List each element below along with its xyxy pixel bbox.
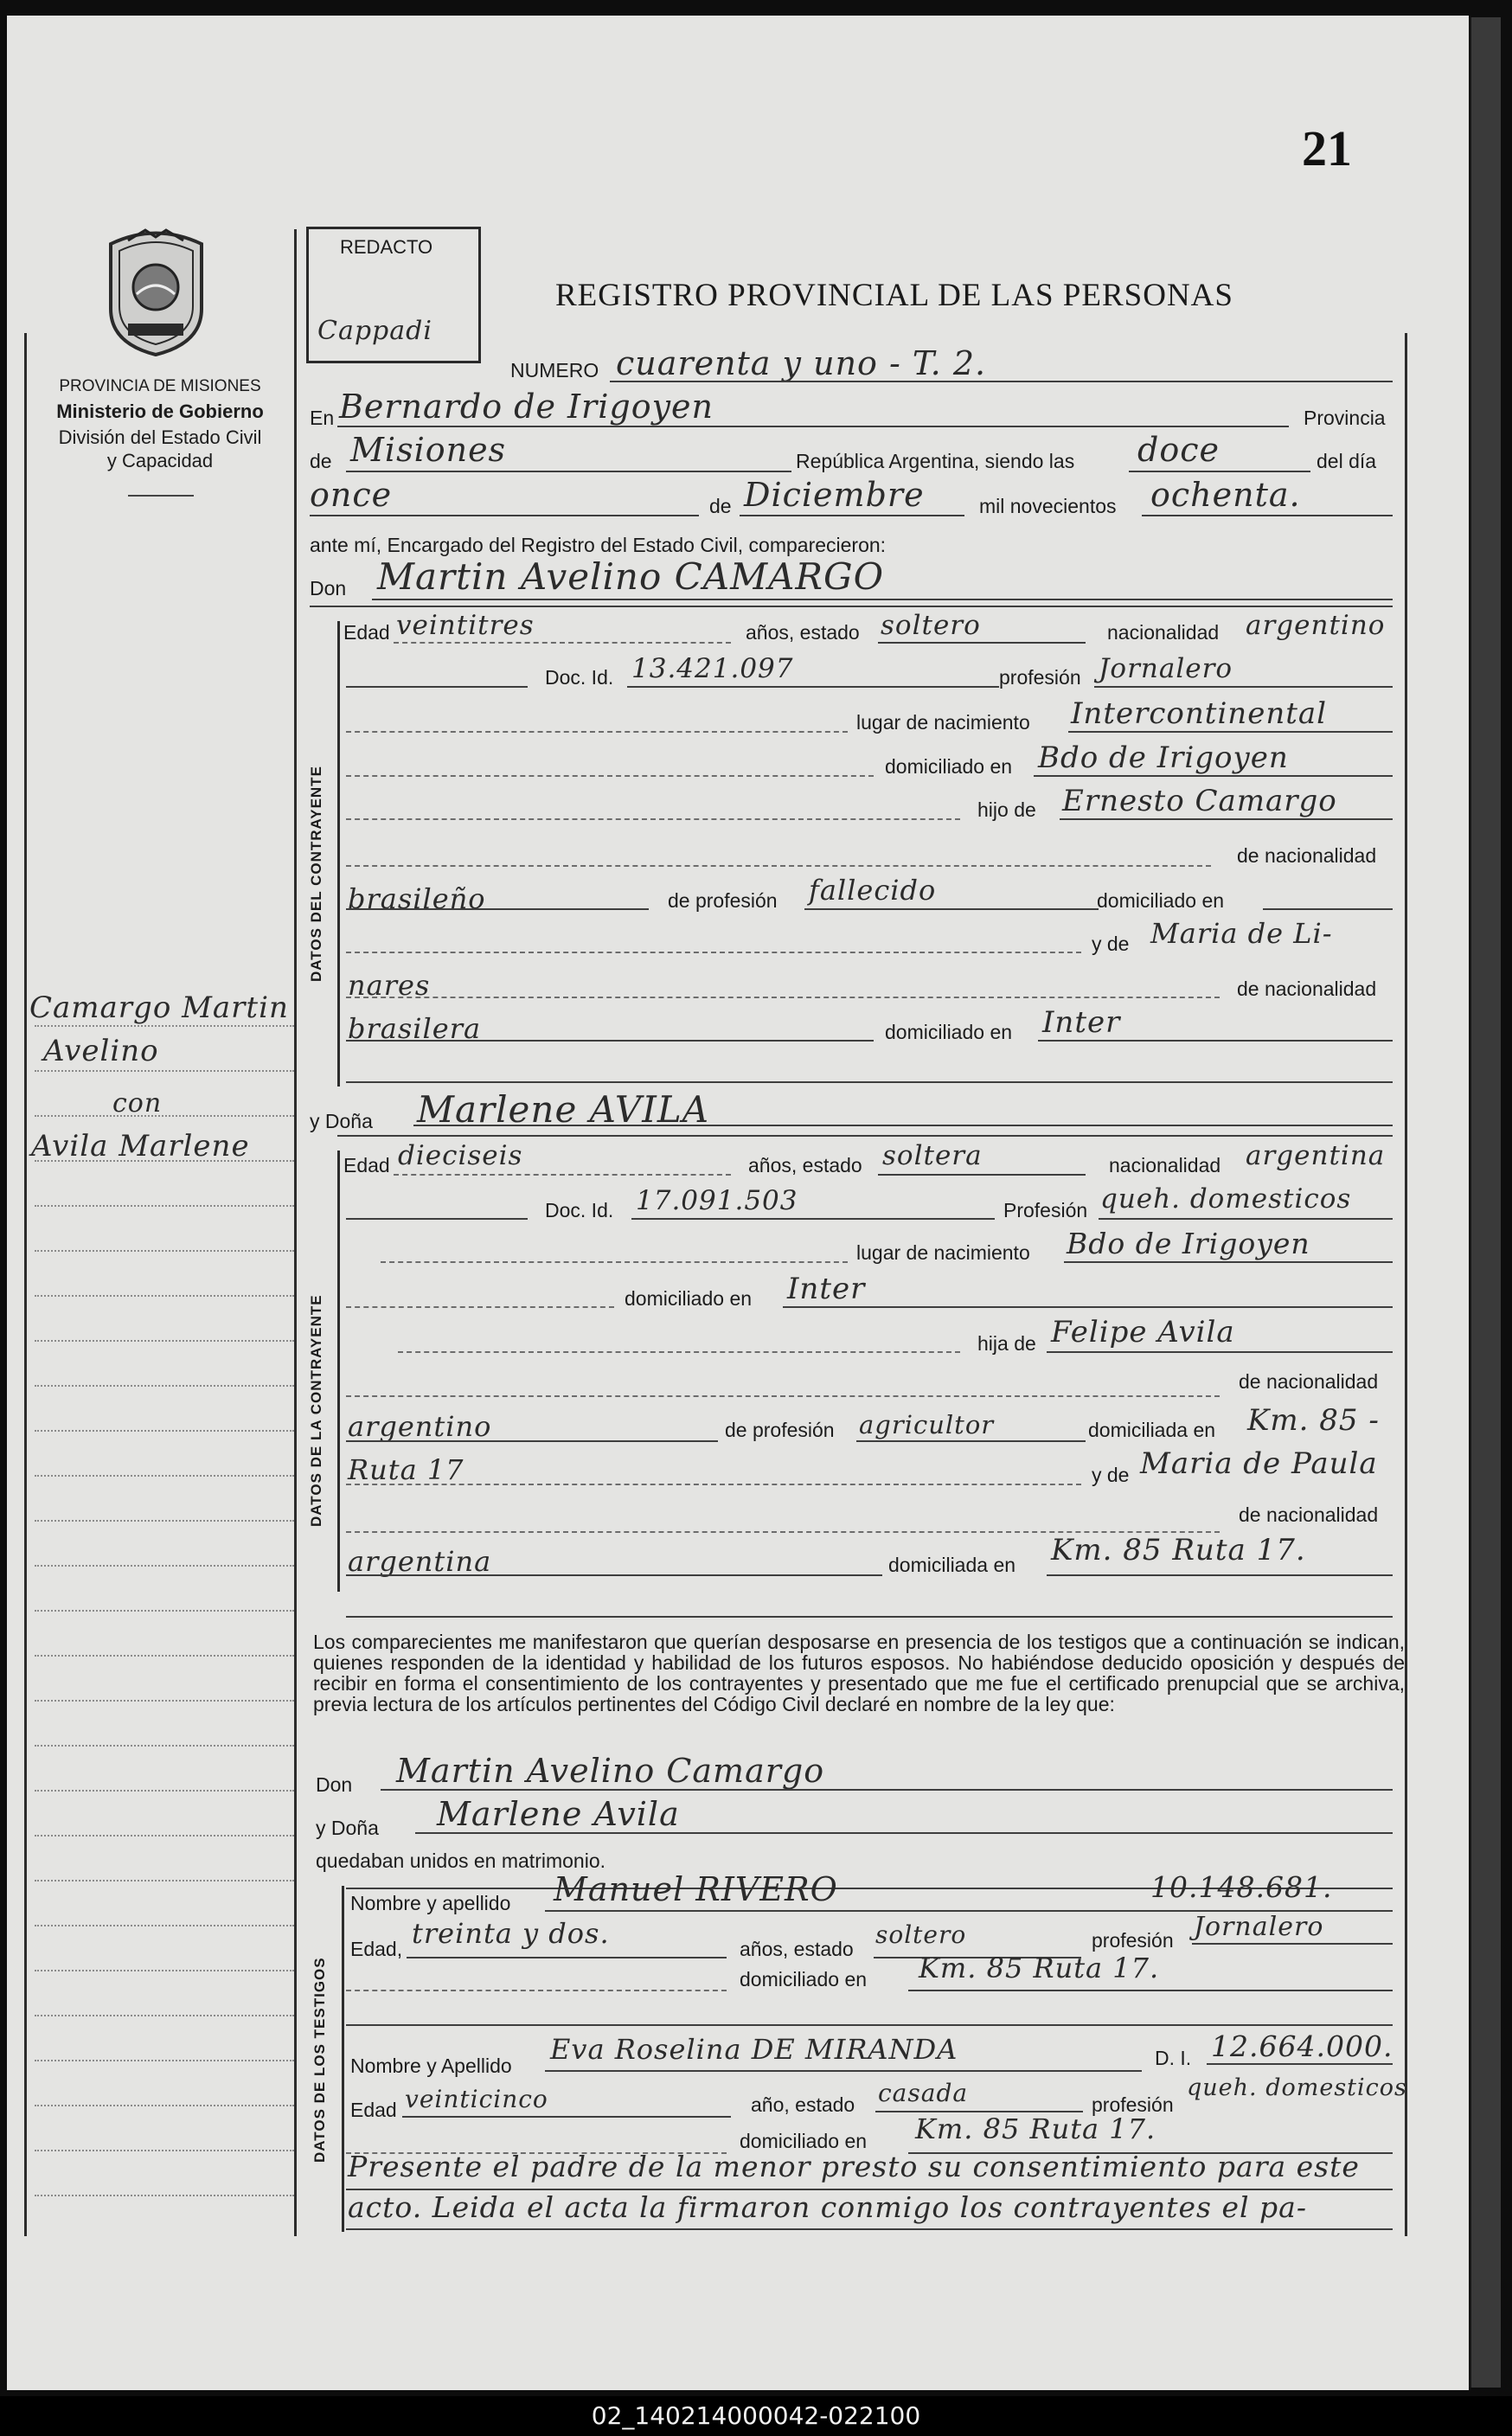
groom-anos-label: años, estado [746, 621, 860, 644]
groom-hijo-label: hijo de [977, 798, 1036, 821]
page-title: REGISTRO PROVINCIAL DE LAS PERSONAS [555, 278, 1233, 313]
sidebar-province: PROVINCIA DE MISIONES [59, 377, 261, 395]
margin-rule-line [35, 1250, 294, 1252]
mes-value: Diciembre [744, 476, 925, 514]
w2-nombre-label: Nombre y Apellido [350, 2055, 512, 2077]
provincia-label: Provincia [1304, 407, 1386, 429]
de-mes-label: de [709, 495, 732, 517]
margin-rule-line [35, 1385, 294, 1387]
w2-name: Eva Roselina DE MIRANDA [550, 2033, 958, 2066]
redacto-signature: Cappadi [317, 316, 432, 346]
bride-madre-nac: argentina [348, 1545, 492, 1578]
bride-section-bracket [337, 1151, 340, 1592]
bride-de-nac-label2: de nacionalidad [1239, 1503, 1379, 1526]
statement-closing: quedaban unidos en matrimonio. [316, 1849, 606, 1872]
redacto-box [306, 227, 481, 363]
groom-edad-label: Edad [343, 621, 390, 644]
margin-note-line1: Camargo Martin [29, 990, 289, 1025]
groom-don-label: Don [310, 577, 347, 599]
image-reference-code: 02_140214000042-022100 [0, 2396, 1512, 2436]
w2-ano-label: año, estado [751, 2093, 855, 2116]
groom-estado: soltero [881, 610, 981, 641]
w1-dom-label: domiciliado en [740, 1968, 868, 1990]
sidebar-capacity: y Capacidad [106, 450, 214, 471]
bride-edad: dieciseis [398, 1140, 523, 1171]
w1-dom: Km. 85 Ruta 17. [919, 1952, 1160, 1984]
margin-note-line3: con [112, 1088, 163, 1119]
margin-rule-line [35, 1880, 294, 1881]
anio-value: ochenta. [1150, 476, 1301, 514]
dia-value: once [310, 476, 393, 514]
margin-rule-line [35, 1520, 294, 1522]
groom-doc: 13.421.097 [631, 653, 794, 684]
statement-don-label: Don [316, 1773, 353, 1796]
groom-padre-dom-label: domiciliado en [1097, 889, 1225, 912]
margin-rule-line [35, 1655, 294, 1657]
w2-profesion-label: profesión [1092, 2093, 1174, 2116]
margin-rule-line [35, 1745, 294, 1747]
book-spine-edge [1469, 17, 1501, 2388]
bride-domicilio-label: domiciliado en [625, 1287, 753, 1310]
provincial-seal [102, 227, 210, 361]
lugar-value: Bernardo de Irigoyen [339, 388, 714, 426]
w2-dom-label: domiciliado en [740, 2130, 868, 2152]
groom-nacionalidad: argentino [1246, 610, 1386, 641]
numero-label: NUMERO [510, 359, 599, 381]
bride-lugar-nac: Bdo de Irigoyen [1067, 1227, 1310, 1260]
sidebar-divider [128, 495, 194, 497]
form-right-rule [1405, 333, 1407, 2236]
bride-nac-label: nacionalidad [1109, 1154, 1221, 1176]
hora-value: doce [1137, 431, 1220, 469]
bride-section-label: DATOS DE LA CONTRAYENTE [308, 1294, 324, 1527]
statement-bride-name: Marlene Avila [437, 1795, 680, 1833]
margin-rule-line [35, 1565, 294, 1567]
mil-label: mil novecientos [979, 495, 1117, 517]
w1-profesion-label: profesión [1092, 1929, 1174, 1952]
groom-de-nac-label2: de nacionalidad [1237, 978, 1377, 1000]
margin-rule-line [35, 2105, 294, 2106]
groom-y-de-label: y de [1092, 933, 1130, 955]
groom-section-bracket [337, 621, 340, 1087]
w2-di-label: D. I. [1155, 2047, 1192, 2069]
bride-de-nac-label: de nacionalidad [1239, 1370, 1379, 1393]
w1-doc: 10.148.681. [1150, 1870, 1333, 1904]
bride-anos-label: años, estado [748, 1154, 862, 1176]
bride-hija-label: hija de [977, 1332, 1036, 1355]
groom-doc-label: Doc. Id. [545, 666, 614, 689]
groom-de-nac-label: de nacionalidad [1237, 844, 1377, 867]
groom-profesion-label: profesión [999, 666, 1081, 689]
bride-madre-dom-label: domiciliada en [888, 1554, 1016, 1576]
w2-dom: Km. 85 Ruta 17. [915, 2112, 1156, 2145]
groom-padre: Ernesto Camargo [1062, 784, 1337, 818]
margin-note-line2: Avelino [43, 1034, 159, 1068]
groom-name: Martin Avelino CAMARGO [377, 555, 885, 598]
statement-dona-label: y Doña [316, 1817, 379, 1839]
groom-section-label: DATOS DEL CONTRAYENTE [308, 766, 324, 982]
bride-doc: 17.091.503 [636, 1185, 798, 1216]
margin-rule-line [35, 1070, 294, 1072]
w1-name: Manuel RIVERO [554, 1870, 838, 1908]
w2-doc: 12.664.000. [1211, 2029, 1393, 2063]
groom-madre-dom: Inter [1042, 1005, 1121, 1040]
bride-domicilio: Inter [787, 1272, 866, 1306]
numero-value: cuarenta y uno - T. 2. [616, 344, 987, 382]
margin-rule-line [35, 1025, 294, 1027]
witness-section-label: DATOS DE LOS TESTIGOS [311, 1957, 328, 2163]
groom-edad: veintitres [396, 610, 535, 641]
groom-madre: Maria de Li- [1150, 917, 1333, 950]
margin-rule-line [35, 1295, 294, 1297]
w2-profesion: queh. domesticos [1187, 2074, 1407, 2101]
ante-label: ante mí, Encargado del Registro del Estado Civil, comparecieron: [310, 534, 887, 556]
groom-nac-label: nacionalidad [1107, 621, 1220, 644]
w2-edad-label: Edad [350, 2099, 397, 2121]
bride-dona-label: y Doña [310, 1110, 373, 1132]
margin-rule-line [35, 1205, 294, 1207]
bride-de-prof-label: de profesión [725, 1419, 835, 1441]
groom-lugar-nac-label: lugar de nacimiento [856, 711, 1030, 734]
groom-domicilio: Bdo de Irigoyen [1038, 740, 1289, 775]
margin-rule-line [35, 2150, 294, 2151]
bride-madre-dom: Km. 85 Ruta 17. [1051, 1533, 1306, 1567]
w1-estado: soltero [875, 1920, 967, 1949]
w2-estado: casada [878, 2079, 969, 2107]
bride-estado: soltera [882, 1140, 983, 1171]
bride-padre-dom-cont: Ruta 17 [348, 1453, 464, 1486]
groom-madre-dom-label: domiciliado en [885, 1021, 1013, 1043]
margin-rule-line [35, 1340, 294, 1342]
seal-icon [102, 227, 210, 356]
margin-rule-line [35, 1970, 294, 1971]
margin-rule-line [35, 1610, 294, 1612]
margin-rule-line [35, 1700, 294, 1702]
bride-padre-dom: Km. 85 - [1247, 1403, 1380, 1438]
groom-padre-prof: fallecido [809, 874, 937, 907]
margin-rule-line [35, 1835, 294, 1837]
de-label: de [310, 450, 332, 472]
margin-left-rule [24, 333, 27, 2236]
groom-madre-cont: nares [348, 969, 431, 1002]
groom-domicilio-label: domiciliado en [885, 755, 1013, 778]
en-label: En [310, 407, 335, 429]
republica-label: República Argentina, siendo las [796, 450, 1075, 472]
margin-rule-line [35, 1430, 294, 1432]
bride-padre-dom-label: domiciliada en [1088, 1419, 1216, 1441]
bride-nacionalidad: argentina [1246, 1140, 1386, 1171]
groom-de-prof-label: de profesión [668, 889, 778, 912]
margin-rule-line [35, 1790, 294, 1792]
witness-section-bracket [342, 1886, 344, 2232]
margin-rule-line [35, 1925, 294, 1926]
margin-rule-line [35, 1115, 294, 1117]
bride-padre-prof: agricultor [859, 1410, 995, 1439]
groom-padre-nac: brasileño [348, 882, 486, 915]
note-line2: acto. Leida el acta la firmaron conmigo los contrayentes el pa- [348, 2190, 1307, 2224]
w1-nombre-label: Nombre y apellido [350, 1892, 511, 1914]
w2-edad: veinticinco [405, 2085, 548, 2113]
w1-edad-label: Edad, [350, 1938, 403, 1960]
margin-note-line4: Avila Marlene [31, 1129, 250, 1164]
bride-profesion-label: Profesión [1003, 1199, 1088, 1221]
sidebar-ministry: Ministerio de Gobierno [56, 401, 264, 422]
margin-rule-line [35, 2015, 294, 2016]
margin-rule-line [35, 2195, 294, 2196]
legal-statement: Los comparecientes me manifestaron que querían desposarse en presencia de los testigos que a continuación se indican, quienes responden de la identidad y habilidad de los futuros esposos. No habiéndose deducido oposición y después de recibir en forma el consentimiento de los contrayentes y presentado que me fue el certificado prenupcial que se archiva, previa lectura de los artículos pertinentes del Código Civil declaré en nombre de la ley que: [313, 1631, 1405, 1715]
del-dia-label: del día [1317, 450, 1377, 472]
sidebar-division: División del Estado Civil [58, 426, 262, 448]
groom-madre-nac: brasilera [348, 1012, 482, 1045]
w1-anos-label: años, estado [740, 1938, 854, 1960]
groom-profesion: Jornalero [1099, 653, 1233, 684]
margin-rule-line [35, 1475, 294, 1477]
note-line1: Presente el padre de la menor presto su consentimiento para este [348, 2150, 1360, 2183]
margin-rule-line [35, 2060, 294, 2061]
bride-profesion: queh. domesticos [1100, 1183, 1352, 1215]
w1-edad: treinta y dos. [412, 1917, 610, 1950]
bride-madre: Maria de Paula [1140, 1446, 1378, 1481]
bride-padre-nac: argentino [348, 1410, 492, 1443]
w1-profesion: Jornalero [1194, 1912, 1324, 1942]
redacto-label: REDACTO [340, 236, 433, 258]
groom-lugar-nac: Intercontinental [1071, 696, 1328, 731]
statement-groom-name: Martin Avelino Camargo [396, 1752, 825, 1790]
margin-right-rule [294, 229, 297, 2236]
bride-y-de-label: y de [1092, 1464, 1130, 1486]
bride-edad-label: Edad [343, 1154, 390, 1176]
bride-name: Marlene AVILA [417, 1088, 710, 1131]
page-number: 21 [1302, 120, 1352, 176]
provincia-value: Misiones [350, 431, 507, 469]
bride-lugar-nac-label: lugar de nacimiento [856, 1241, 1030, 1264]
bride-padre: Felipe Avila [1051, 1315, 1235, 1349]
bride-doc-label: Doc. Id. [545, 1199, 614, 1221]
